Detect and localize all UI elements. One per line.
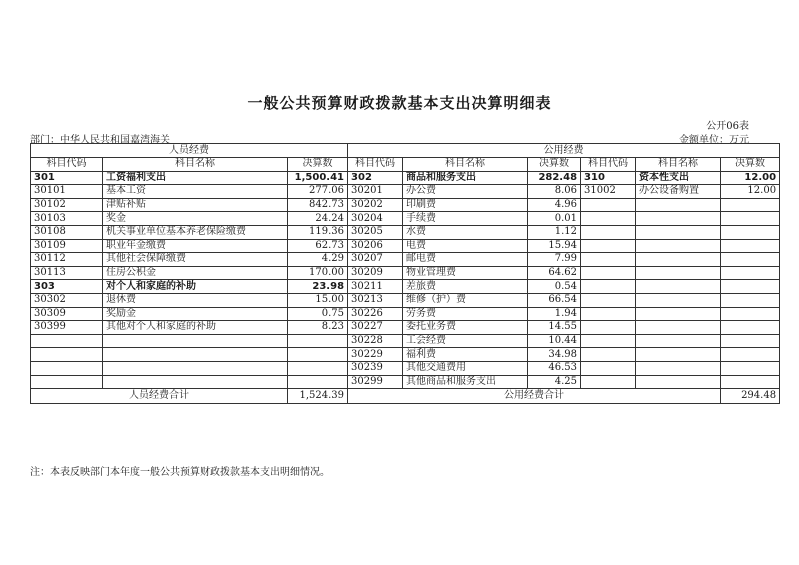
- capital-amount-cell: [721, 348, 780, 362]
- public-name-cell: 其他商品和服务支出: [403, 375, 528, 389]
- capital-amount-cell: [721, 212, 780, 226]
- personnel-name-cell: 职业年金缴费: [103, 239, 288, 253]
- public-code-cell: 30209: [348, 266, 403, 280]
- capital-name-cell: 资本性支出: [636, 171, 721, 185]
- public-name-cell: 福利费: [403, 348, 528, 362]
- public-name-cell: 工会经费: [403, 334, 528, 348]
- capital-amount-cell: [721, 307, 780, 321]
- public-code-cell: 30226: [348, 307, 403, 321]
- capital-name-cell: [636, 321, 721, 335]
- public-amount-cell: 0.54: [528, 280, 581, 294]
- public-amount-cell: 66.54: [528, 293, 581, 307]
- capital-name-cell: [636, 212, 721, 226]
- capital-name-cell: [636, 266, 721, 280]
- capital-name-cell: [636, 307, 721, 321]
- table-row: [31, 225, 780, 239]
- public-group-header: 公用经费: [348, 144, 780, 158]
- table-row: [31, 321, 780, 335]
- public-name-cell: 电费: [403, 239, 528, 253]
- personnel-name-cell: 机关事业单位基本养老保险缴费: [103, 225, 288, 239]
- personnel-amount-cell: [288, 375, 348, 389]
- capital-code-cell: 31002: [581, 185, 636, 199]
- personnel-name-cell: [103, 334, 288, 348]
- public-code-cell: 30227: [348, 321, 403, 335]
- public-amount-cell: 10.44: [528, 334, 581, 348]
- capital-code-cell: [581, 293, 636, 307]
- public-amount-cell: 1.94: [528, 307, 581, 321]
- table-row: [31, 307, 780, 321]
- capital-name-cell: [636, 293, 721, 307]
- form-number: 公开06表: [706, 121, 749, 132]
- public-total-label: 公用经费合计: [348, 389, 721, 404]
- personnel-code-cell: 301: [31, 171, 103, 185]
- table-row: [31, 239, 780, 253]
- personnel-code-cell: 30101: [31, 185, 103, 199]
- public-code-cell: 30299: [348, 375, 403, 389]
- personnel-name-cell: 奖励金: [103, 307, 288, 321]
- footnote: 注：本表反映部门本年度一般公共预算财政拨款基本支出明细情况。: [30, 467, 330, 478]
- personnel-amount-cell: [288, 334, 348, 348]
- capital-code-cell: [581, 334, 636, 348]
- capital-code-cell: [581, 266, 636, 280]
- public-name-cell: 委托业务费: [403, 321, 528, 335]
- public-name-cell: 办公费: [403, 185, 528, 199]
- capital-code-cell: [581, 321, 636, 335]
- public-code-cell: 30202: [348, 198, 403, 212]
- personnel-code-cell: [31, 334, 103, 348]
- public-code-cell: 30207: [348, 253, 403, 267]
- public-amount-cell: 14.55: [528, 321, 581, 335]
- personnel-code-cell: 30102: [31, 198, 103, 212]
- public-name-cell: 印刷费: [403, 198, 528, 212]
- table-row: [31, 293, 780, 307]
- public-code-cell: 30239: [348, 361, 403, 375]
- public-code-cell: 30204: [348, 212, 403, 226]
- capital-amount-cell: [721, 321, 780, 335]
- capital-code-cell: 310: [581, 171, 636, 185]
- capital-code-cell: [581, 375, 636, 389]
- personnel-name-cell: 奖金: [103, 212, 288, 226]
- public-amount-cell: 1.12: [528, 225, 581, 239]
- col-header-amount: 决算数: [528, 158, 581, 172]
- capital-code-cell: [581, 253, 636, 267]
- personnel-name-cell: 津贴补贴: [103, 198, 288, 212]
- personnel-name-cell: 对个人和家庭的补助: [103, 280, 288, 294]
- capital-code-cell: [581, 212, 636, 226]
- public-amount-cell: 7.99: [528, 253, 581, 267]
- public-name-cell: 手续费: [403, 212, 528, 226]
- personnel-amount-cell: 170.00: [288, 266, 348, 280]
- capital-name-cell: 办公设备购置: [636, 185, 721, 199]
- table-row: [31, 171, 780, 185]
- capital-name-cell: [636, 239, 721, 253]
- table-row: [31, 198, 780, 212]
- totals-row: [31, 389, 780, 404]
- public-amount-cell: 34.98: [528, 348, 581, 362]
- col-header-amount: 决算数: [288, 158, 348, 172]
- personnel-code-cell: 30399: [31, 321, 103, 335]
- capital-name-cell: [636, 334, 721, 348]
- table-row: [31, 185, 780, 199]
- public-code-cell: 30228: [348, 334, 403, 348]
- personnel-total-label: 人员经费合计: [31, 389, 288, 404]
- capital-amount-cell: [721, 253, 780, 267]
- public-amount-cell: 15.94: [528, 239, 581, 253]
- personnel-code-cell: 30112: [31, 253, 103, 267]
- capital-name-cell: [636, 348, 721, 362]
- personnel-amount-cell: 23.98: [288, 280, 348, 294]
- table-row: [31, 280, 780, 294]
- personnel-name-cell: [103, 361, 288, 375]
- capital-name-cell: [636, 225, 721, 239]
- table-row: [31, 361, 780, 375]
- col-header-code: 科目代码: [31, 158, 103, 172]
- personnel-name-cell: [103, 375, 288, 389]
- personnel-name-cell: [103, 348, 288, 362]
- public-amount-cell: 282.48: [528, 171, 581, 185]
- personnel-code-cell: 30309: [31, 307, 103, 321]
- public-total-amount: 294.48: [721, 389, 780, 404]
- capital-name-cell: [636, 375, 721, 389]
- table-row: [31, 266, 780, 280]
- personnel-amount-cell: 119.36: [288, 225, 348, 239]
- capital-amount-cell: [721, 293, 780, 307]
- personnel-amount-cell: 62.73: [288, 239, 348, 253]
- public-name-cell: 其他交通费用: [403, 361, 528, 375]
- department-label: 部门：中华人民共和国嘉湾海关: [30, 135, 170, 146]
- capital-code-cell: [581, 225, 636, 239]
- capital-code-cell: [581, 307, 636, 321]
- public-code-cell: 30213: [348, 293, 403, 307]
- personnel-group-header: 人员经费: [31, 144, 348, 158]
- personnel-code-cell: 30113: [31, 266, 103, 280]
- personnel-name-cell: 基本工资: [103, 185, 288, 199]
- capital-amount-cell: [721, 375, 780, 389]
- capital-code-cell: [581, 198, 636, 212]
- capital-amount-cell: [721, 266, 780, 280]
- capital-amount-cell: [721, 280, 780, 294]
- public-amount-cell: 46.53: [528, 361, 581, 375]
- personnel-code-cell: [31, 361, 103, 375]
- public-name-cell: 商品和服务支出: [403, 171, 528, 185]
- public-code-cell: 30205: [348, 225, 403, 239]
- col-header-code: 科目代码: [348, 158, 403, 172]
- col-header-name: 科目名称: [103, 158, 288, 172]
- col-header-code: 科目代码: [581, 158, 636, 172]
- personnel-total-amount: 1,524.39: [288, 389, 348, 404]
- personnel-amount-cell: 4.29: [288, 253, 348, 267]
- table-row: [31, 348, 780, 362]
- capital-name-cell: [636, 280, 721, 294]
- capital-name-cell: [636, 253, 721, 267]
- capital-amount-cell: [721, 198, 780, 212]
- public-name-cell: 水费: [403, 225, 528, 239]
- capital-code-cell: [581, 361, 636, 375]
- personnel-amount-cell: 15.00: [288, 293, 348, 307]
- public-code-cell: 30229: [348, 348, 403, 362]
- col-header-amount: 决算数: [721, 158, 780, 172]
- personnel-code-cell: [31, 375, 103, 389]
- table-body: [31, 171, 780, 389]
- personnel-name-cell: 工资福利支出: [103, 171, 288, 185]
- capital-code-cell: [581, 348, 636, 362]
- col-header-name: 科目名称: [403, 158, 528, 172]
- personnel-code-cell: 30108: [31, 225, 103, 239]
- personnel-amount-cell: 842.73: [288, 198, 348, 212]
- personnel-amount-cell: 1,500.41: [288, 171, 348, 185]
- personnel-amount-cell: 24.24: [288, 212, 348, 226]
- public-amount-cell: 4.96: [528, 198, 581, 212]
- personnel-code-cell: 303: [31, 280, 103, 294]
- personnel-code-cell: 30302: [31, 293, 103, 307]
- public-name-cell: 物业管理费: [403, 266, 528, 280]
- capital-amount-cell: [721, 361, 780, 375]
- personnel-amount-cell: [288, 361, 348, 375]
- page-title: 一般公共预算财政拨款基本支出决算明细表: [247, 94, 552, 112]
- capital-code-cell: [581, 280, 636, 294]
- table-row: [31, 334, 780, 348]
- public-amount-cell: 64.62: [528, 266, 581, 280]
- personnel-name-cell: 其他社会保障缴费: [103, 253, 288, 267]
- capital-code-cell: [581, 239, 636, 253]
- public-amount-cell: 8.06: [528, 185, 581, 199]
- personnel-name-cell: 退休费: [103, 293, 288, 307]
- public-name-cell: 邮电费: [403, 253, 528, 267]
- public-name-cell: 差旅费: [403, 280, 528, 294]
- col-header-name: 科目名称: [636, 158, 721, 172]
- public-name-cell: 维修（护）费: [403, 293, 528, 307]
- capital-amount-cell: 12.00: [721, 185, 780, 199]
- personnel-name-cell: 其他对个人和家庭的补助: [103, 321, 288, 335]
- capital-name-cell: [636, 198, 721, 212]
- capital-amount-cell: [721, 334, 780, 348]
- table-row: [31, 212, 780, 226]
- public-code-cell: 30211: [348, 280, 403, 294]
- personnel-amount-cell: 277.06: [288, 185, 348, 199]
- public-code-cell: 30206: [348, 239, 403, 253]
- public-code-cell: 30201: [348, 185, 403, 199]
- table-row: [31, 253, 780, 267]
- table-row: [31, 375, 780, 389]
- personnel-code-cell: 30109: [31, 239, 103, 253]
- capital-name-cell: [636, 361, 721, 375]
- unit-label: 金额单位：万元: [679, 135, 749, 146]
- public-code-cell: 302: [348, 171, 403, 185]
- personnel-code-cell: [31, 348, 103, 362]
- personnel-code-cell: 30103: [31, 212, 103, 226]
- capital-amount-cell: [721, 239, 780, 253]
- public-amount-cell: 0.01: [528, 212, 581, 226]
- public-name-cell: 劳务费: [403, 307, 528, 321]
- public-amount-cell: 4.25: [528, 375, 581, 389]
- personnel-amount-cell: [288, 348, 348, 362]
- personnel-amount-cell: 0.75: [288, 307, 348, 321]
- capital-amount-cell: [721, 225, 780, 239]
- capital-amount-cell: 12.00: [721, 171, 780, 185]
- expenditure-table: [30, 143, 780, 404]
- personnel-amount-cell: 8.23: [288, 321, 348, 335]
- personnel-name-cell: 住房公积金: [103, 266, 288, 280]
